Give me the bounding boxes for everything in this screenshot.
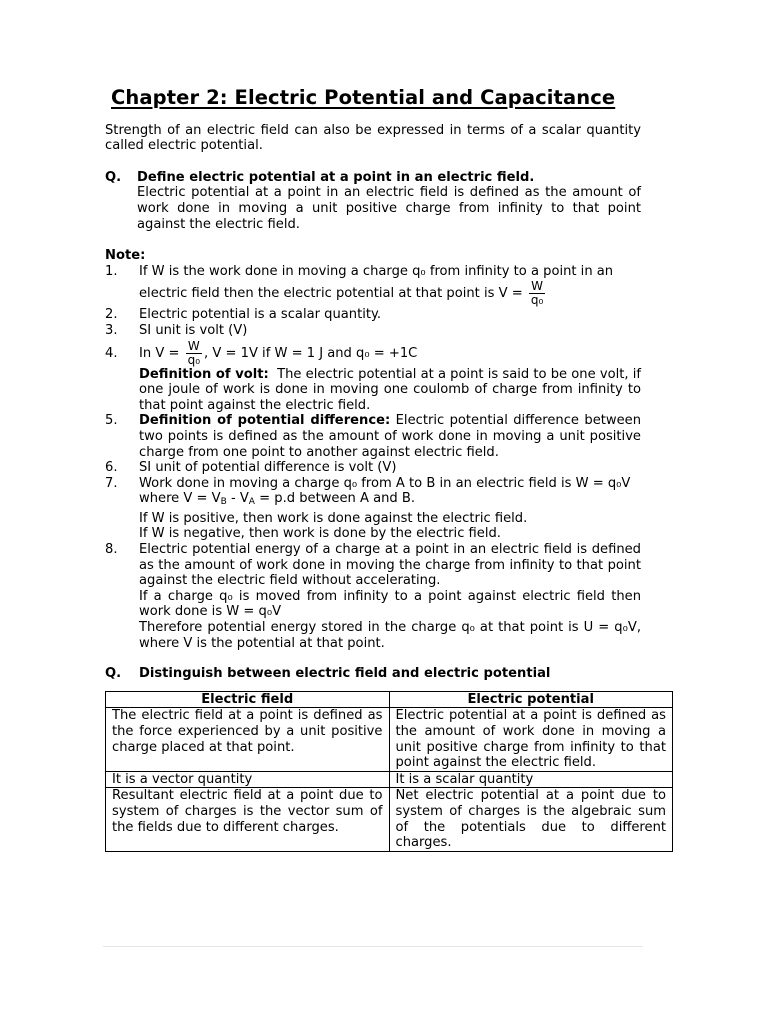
table-row — [106, 771, 673, 788]
subscript-b: B — [220, 497, 227, 508]
table-cell: It is a scalar quantity — [389, 771, 673, 788]
where-text: where V = V — [139, 491, 221, 507]
potential-difference-text: Electric potential difference between two points is defined as the amount of work done in moving a unit positive charge from one point to another against electric field. — [139, 413, 642, 460]
note-6 — [105, 460, 641, 476]
question-text: Distinguish between electric field and electric potential — [139, 666, 551, 682]
table-cell: The electric field at a point is defined as the force experienced by a unit positive charge placed at that point. — [106, 708, 390, 771]
note-8-paragraph-2: If a charge q₀ is moved from infinity to a point against electric field then work done is W = q₀V — [139, 588, 641, 620]
note-number: 6. — [105, 460, 118, 476]
note-8-paragraph-1: Electric potential energy of a charge at a point in an electric field is defined as the amount of work done in moving the charge from infinity to that point against the electric field without accelerating. — [139, 542, 641, 589]
note-2-text: Electric potential is a scalar quantity. — [139, 307, 382, 323]
question-2 — [105, 666, 641, 682]
table-cell: Electric potential at a point is defined as the amount of work done in moving a unit positive charge from infinity to that point against the electric field. — [389, 708, 673, 771]
note-1-line-1: If W is the work done in moving a charge q₀ from infinity to a point in an — [139, 263, 614, 279]
definition-of-volt — [139, 367, 641, 414]
where-minus: - V — [226, 491, 249, 507]
fraction-w-over-q0 — [529, 280, 545, 307]
note-2 — [105, 307, 641, 323]
table-row — [106, 788, 673, 851]
note-number: 5. — [105, 413, 118, 429]
note-7-line-1: Work done in moving a charge q₀ from A to B in an electric field is W = q₀V — [139, 475, 631, 491]
note-7-where — [139, 491, 641, 511]
document-page — [105, 86, 666, 852]
header-electric-field: Electric field — [106, 691, 390, 708]
fraction-w-over-q0 — [186, 340, 202, 367]
note-number: 1. — [105, 263, 118, 279]
answer-text: Electric potential at a point in an electric field is defined as the amount of work done in moving a unit positive charge from infinity to that point against the electric field. — [137, 185, 641, 232]
note-7-positive: If W is positive, then work is done against the electric field. — [139, 510, 528, 526]
table-cell: Resultant electric field at a point due to system of charges is the vector sum of the fields due to different charges. — [106, 788, 390, 851]
note-1 — [105, 264, 641, 308]
note-8 — [105, 542, 641, 651]
note-5 — [105, 413, 641, 460]
note-number: 4. — [105, 345, 118, 361]
note-7 — [105, 476, 641, 542]
table-cell: Net electric potential at a point due to system of charges is the algebraic sum of the potentials due to different charges. — [389, 788, 673, 851]
table-row — [106, 708, 673, 771]
volt-label: Definition of volt: — [139, 366, 269, 382]
fraction-numerator: W — [529, 280, 545, 294]
note-7-negative: If W is negative, then work is done by the electric field. — [139, 526, 501, 542]
note-3-text: SI unit is volt (V) — [139, 322, 248, 338]
note-number: 8. — [105, 542, 118, 558]
intro-paragraph: Strength of an electric field can also be expressed in terms of a scalar quantity called electric potential. — [105, 122, 641, 154]
question-1 — [105, 170, 641, 232]
question-label: Q. — [105, 169, 122, 185]
note-heading: Note: — [105, 248, 146, 264]
fraction-denominator: q₀ — [530, 293, 544, 308]
note-3 — [105, 323, 641, 339]
fraction-numerator: W — [186, 340, 202, 354]
note-4-suffix: , V = 1V if W = 1 J and q₀ = +1C — [204, 345, 418, 361]
comparison-table — [105, 691, 673, 852]
table-header-row — [106, 691, 673, 708]
note-4 — [105, 340, 641, 414]
note-number: 2. — [105, 307, 118, 323]
note-number: 3. — [105, 322, 118, 338]
header-electric-potential: Electric potential — [389, 691, 673, 708]
where-suffix: = p.d between A and B. — [254, 491, 416, 507]
note-4-prefix: In V = — [139, 345, 180, 361]
page-title: Chapter 2: Electric Potential and Capacitance — [111, 86, 616, 109]
question-label: Q. — [105, 666, 122, 682]
note-1-line-2 — [139, 280, 641, 307]
footer-divider — [103, 946, 643, 947]
volt-text: The electric potential at a point is said to be one volt, if one joule of work is done in moving one coulomb of charge from infinity to that point against the electric field. — [139, 366, 641, 413]
subscript-a: A — [248, 497, 255, 508]
note-8-paragraph-3: Therefore potential energy stored in the charge q₀ at that point is U = q₀V, where V is the potential at that point. — [139, 620, 641, 651]
fraction-denominator: q₀ — [187, 352, 201, 367]
note-4-line — [139, 340, 641, 367]
table-cell: It is a vector quantity — [106, 771, 390, 788]
note-number: 7. — [105, 475, 118, 491]
note-1-text: electric field then the electric potential at that point is V = — [139, 286, 523, 302]
question-text: Define electric potential at a point in an electric field. — [137, 169, 535, 185]
note-6-text: SI unit of potential difference is volt (V) — [139, 460, 397, 476]
potential-difference-label: Definition of potential difference: — [139, 413, 391, 429]
